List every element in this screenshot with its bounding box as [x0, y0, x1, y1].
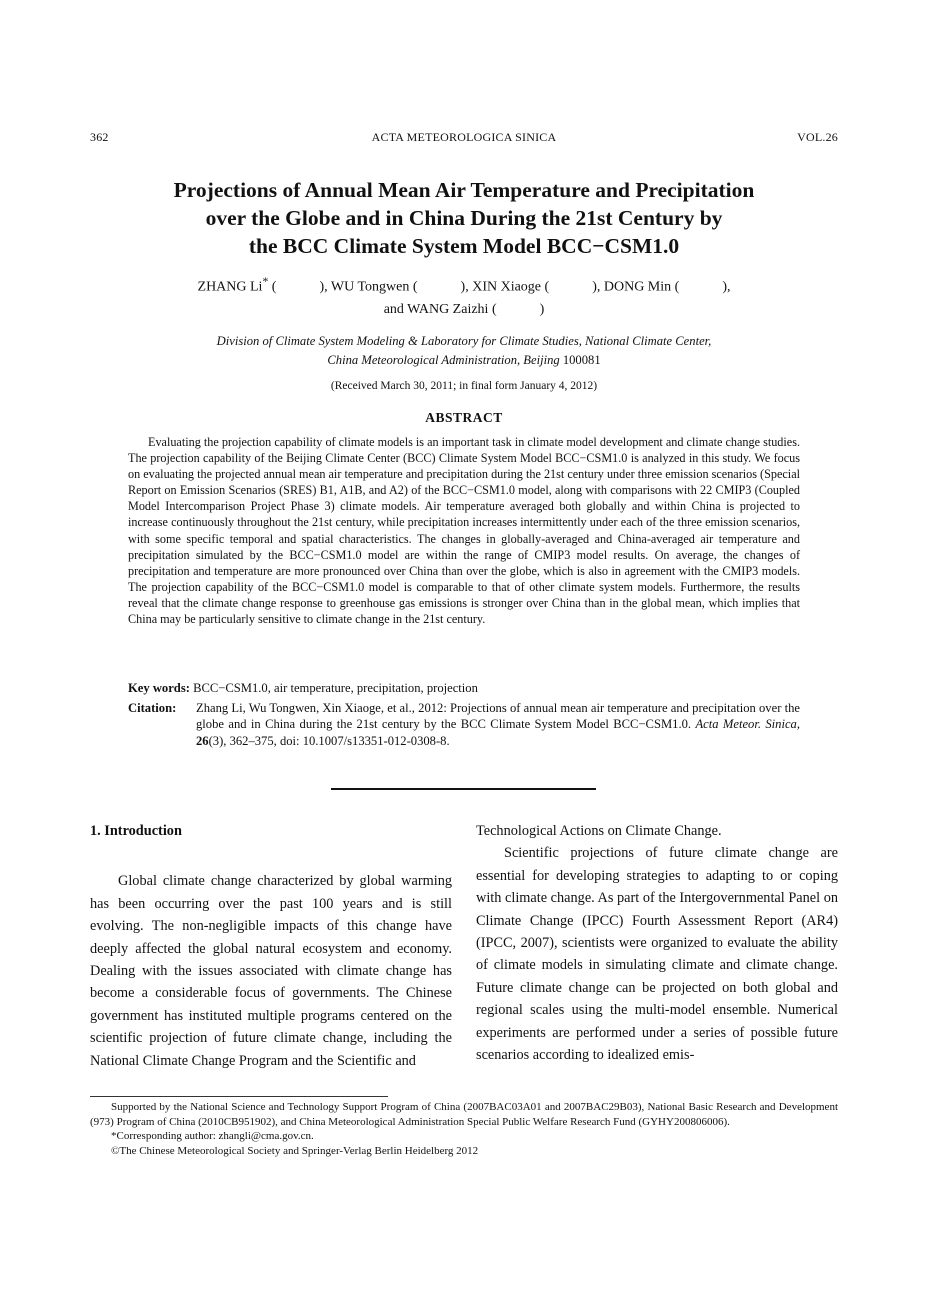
author-name: and WANG Zaizhi	[383, 302, 489, 317]
copyright-note: ©The Chinese Meteorological Society and Springer-Verlag Berlin Heidelberg 2012	[111, 1144, 479, 1157]
footnotes	[90, 1100, 838, 1158]
affiliation-line: Division of Climate System Modeling & Laboratory for Climate Studies, National Climate Center,	[216, 334, 712, 348]
citation-text	[196, 700, 800, 749]
received-dates: (Received March 30, 2011; in final form January 4, 2012)	[330, 380, 598, 392]
author-line-2: and WANG Zaizhi ( )	[383, 302, 545, 317]
title-line: over the Globe and in China During the 21st Century by	[205, 206, 723, 230]
affiliation-line: China Meteorological Administration, Beijing	[327, 353, 560, 367]
journal-name: ACTA METEOROLOGICA SINICA	[371, 130, 557, 144]
article-title	[90, 176, 838, 260]
body-paragraph: Scientific projections of future climate change are essential for developing strategies to adapting to or coping with climate change. As part of the Intergovernmental Panel on Climate Change (IPCC) Fourth Assessment Report (AR4) (IPCC, 2007), scientists were organized to evaluate the ability of climate models in simulating climate and climate change. Future climate change can be projected on both global and regional scales using the multi-model ensemble. Numerical experiments are performed under a series of possible future scenarios according to idealized emis-	[476, 845, 838, 1064]
citation-part: Zhang Li, Wu Tongwen, Xin Xiaoge, et al., 2012: Projections of annual mean air temperature and precipitation over the globe and in China during the 21st century by the BCC Climate System Model BCC−CSM1.0.	[196, 701, 800, 732]
citation-label: Citation:	[128, 701, 177, 715]
page-number: 362	[90, 130, 109, 144]
title-line: the BCC Climate System Model BCC−CSM1.0	[248, 234, 680, 258]
affiliation	[90, 332, 838, 370]
title-line: Projections of Annual Mean Air Temperature and Precipitation	[173, 178, 755, 202]
citation-volume: 26	[196, 733, 209, 748]
postal-code: 100081	[562, 353, 601, 367]
citation-journal: Acta Meteor. Sinica,	[695, 717, 801, 732]
author-name: DONG Min	[603, 279, 672, 295]
author-name: XIN Xiaoge	[472, 279, 542, 295]
volume-label: VOL.26	[797, 130, 838, 144]
author-name: WU Tongwen	[330, 279, 410, 295]
section-heading: 1. Introduction	[90, 823, 182, 839]
right-column	[476, 820, 838, 1066]
keywords	[128, 680, 800, 696]
citation-part: (3), 362–375, doi: 10.1007/s13351-012-0308-8.	[208, 733, 450, 748]
funding-note: Supported by the National Science and Technology Support Program of China (2007BAC03A01 and 2007BAC29B03), National Basic Research and Development (973) Program of China (2010CB951902), and China Meteorological Administration Special Public Welfare Research Fund (GYHY200806006).	[90, 1101, 838, 1128]
footnote-divider	[90, 1096, 388, 1097]
citation	[128, 700, 800, 749]
body-paragraph: Technological Actions on Climate Change.	[476, 823, 722, 839]
keywords-label: Key words:	[128, 681, 190, 695]
corresponding-note: *Corresponding author: zhangli@cma.gov.cn.	[111, 1130, 314, 1143]
author-line-1: ZHANG Li* ( ), WU Tongwen ( ), XIN Xiaoge ( ), DONG Min ( ),	[197, 275, 731, 295]
abstract-text: Evaluating the projection capability of climate models is an important task in climate model development and climate change studies. The projection capability of the Beijing Climate Center (BCC) Climate System Model BCC−CSM1.0 is analyzed in this study. We focus on evaluating the projected annual mean air temperature and precipitation during the 21st century under three emission scenarios (Special Report on Emission Scenarios (SRES) B1, A1B, and A2) of the BCC−CSM1.0 model, along with comparisons with 22 CMIP3 (Coupled Model Intercomparison Project Phase 3) climate models. Air temperature averaged both globally and within China is projected to increase continuously throughout the 21st century, while precipitation increases intermittently under each of the three emission scenarios, with some specific temporal and spatial characteristics. The changes in globally-averaged and China-averaged air temperature and precipitation simulated by the BCC−CSM1.0 model are within the range of CMIP3 model results. On average, the changes of precipitation and temperature are more pronounced over China than over the globe, which is also in agreement with the CMIP3 models. The projection capability of the BCC−CSM1.0 model is comparable to that of other climate system models. Furthermore, the results reveal that the climate change response to greenhouse gas emissions is stronger over China than in the global mean, which implies that China may be particularly sensitive to climate change in the 21st century.	[128, 435, 800, 627]
abstract-heading: ABSTRACT	[425, 410, 503, 425]
keywords-text: BCC−CSM1.0, air temperature, precipitation, projection	[193, 681, 478, 695]
left-column	[90, 820, 452, 1072]
author-name: ZHANG Li	[197, 279, 263, 295]
corresponding-mark: *	[262, 275, 269, 288]
body-paragraph: Global climate change characterized by global warming has been occurring over the past 100 years and is still evolving. The non-negligible impacts of this change have deeply affected the global natural ecosystem and economy. Dealing with the issues associated with climate change has become a considerable focus of governments. The Chinese government has instituted multiple programs centered on the scientific projection of future climate change, including the National Climate Change Program and the Scientific and	[90, 873, 452, 1069]
section-divider	[331, 788, 596, 790]
